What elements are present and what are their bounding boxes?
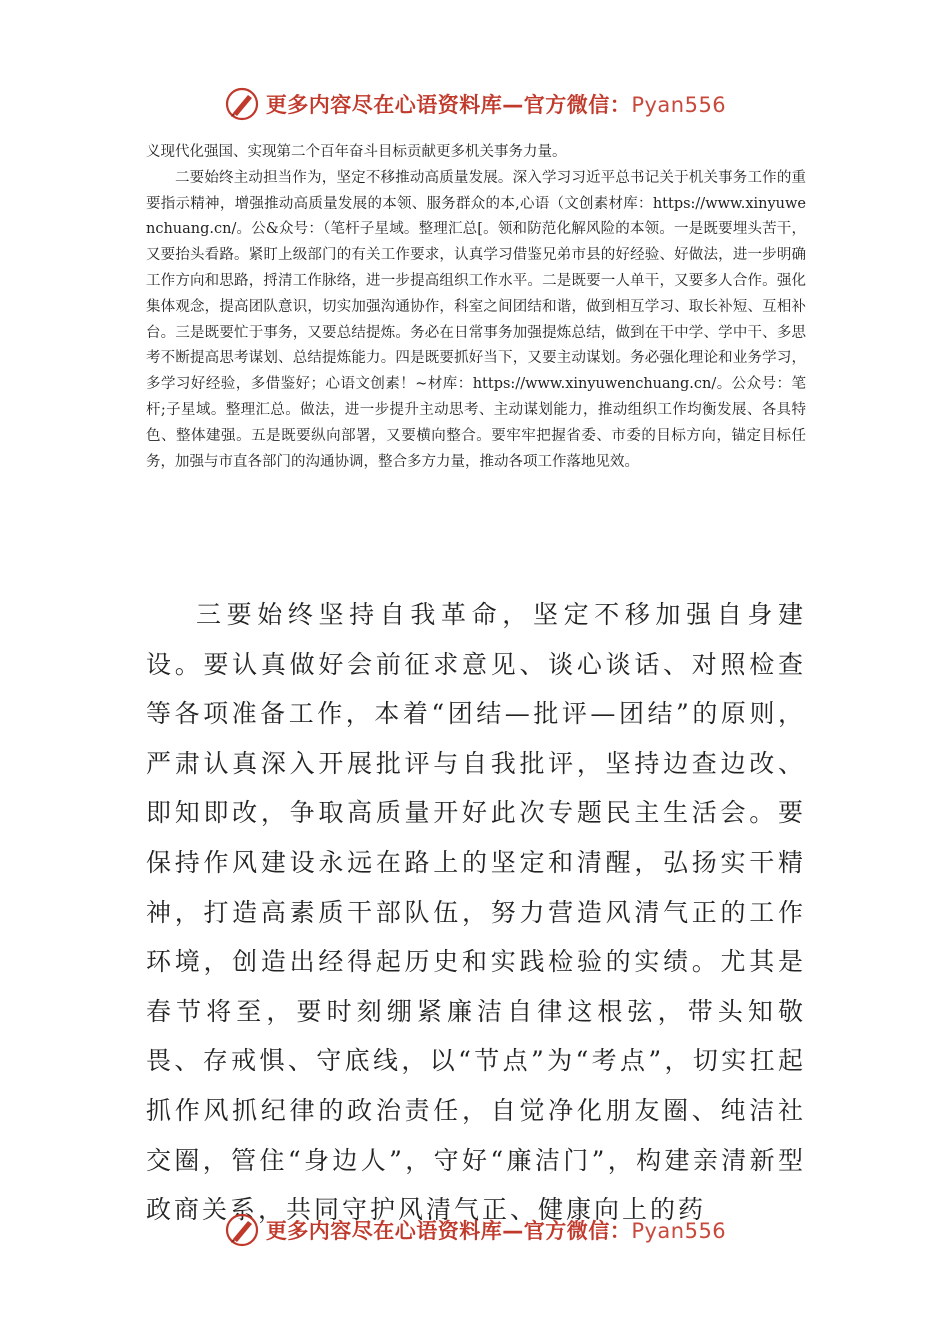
footer-banner bbox=[0, 1206, 950, 1254]
paragraph-continued: 义现代化强国、实现第二个百年奋斗目标贡献更多机关事务力量。 bbox=[146, 144, 567, 160]
body-small-section bbox=[146, 140, 806, 475]
footer-banner-text: 更多内容尽在心语资料库—官方微信：Pyan556 bbox=[265, 1219, 727, 1243]
pen-logo-icon bbox=[224, 1212, 260, 1248]
header-wechat-handle: Pyan556 bbox=[631, 93, 727, 117]
paragraph-three: 三要始终坚持自我革命，坚定不移加强自身建设。要认真做好会前征求意见、谈心谈话、对照检查等各项准备工作，本着“团结—批评—团结”的原则，严肃认真深入开展批评与自我批评，坚持边查边改、即知即改，争取高质量开好此次专题民主生活会。要保持作风建设永远在路上的坚定和清醒，弘扬实干精神，打造高素质干部队伍，努力营造风清气正的工作环境，创造出经得起历史和实践检验的实绩。尤其是春节将至，要时刻绷紧廉洁自律这根弦，带头知敬畏、存戒惧、守底线，以“节点”为“考点”，切实扛起抓作风抓纪律的政治责任，自觉净化朋友圈、纯洁社交圈，管住“身边人”，守好“廉洁门”，构建亲清新型政商关系，共同守护风清气正、健康向上的药 bbox=[146, 600, 806, 1225]
footer-wechat-handle: Pyan556 bbox=[631, 1219, 727, 1243]
body-large-section bbox=[146, 590, 806, 1235]
pen-logo-icon bbox=[224, 86, 260, 122]
header-banner bbox=[0, 80, 950, 128]
paragraph-two: 二要始终主动担当作为，坚定不移推动高质量发展。深入学习习近平总书记关于机关事务工作的重要指示精神，增强推动高质量发展的本领、服务群众的本,心语（文创素材库：https://www.xinyuwenchuang.cn/。公&众号：（笔杆子星域。整理汇总[。领和防范化解风险的本领。一是既要埋头苦干，又要抬头看路。紧盯上级部门的有关工作要求，认真学习借鉴兄弟市县的好经验、好做法，进一步明确工作方向和思路，捋清工作脉络，进一步提高组织工作水平。二是既要一人单干，又要多人合作。强化集体观念，提高团队意识，切实加强沟通协作，科室之间团结和谐，做到相互学习、取长补短、互相补台。三是既要忙于事务，又要总结提炼。务必在日常事务加强提炼总结，做到在干中学、学中干、多思考不断提高思考谋划、总结提炼能力。四是既要抓好当下，又要主动谋划。务必强化理论和业务学习，多学习好经验，多借鉴好；心语文创素！~材库：https://www.xinyuwenchuang.cn/。公众号：笔杆;子星域。整理汇总。做法，进一步提升主动思考、主动谋划能力，推动组织工作均衡发展、各具特色、整体建强。五是既要纵向部署，又要横向整合。要牢牢把握省委、市委的目标方向，锚定目标任务，加强与市直各部门的沟通协调，整合多方力量，推动各项工作落地见效。 bbox=[146, 169, 806, 470]
header-banner-text: 更多内容尽在心语资料库—官方微信：Pyan556 bbox=[265, 93, 727, 117]
